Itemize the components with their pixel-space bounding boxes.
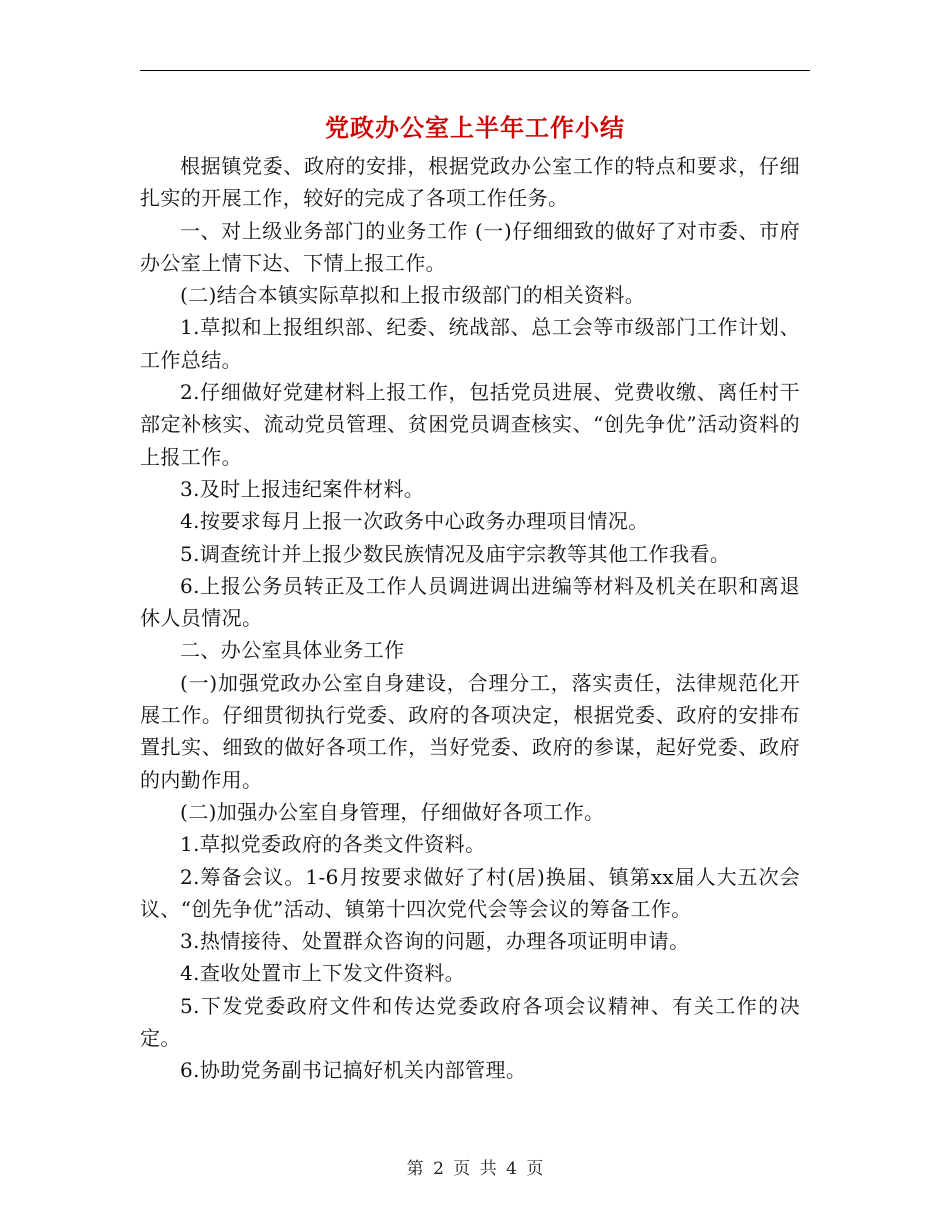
- paragraph: (二)加强办公室自身管理，仔细做好各项工作。: [180, 799, 605, 824]
- document-title: 党政办公室上半年工作小结: [325, 113, 625, 142]
- paragraph: 5.下发党委政府文件和传达党委政府各项会议精神、有关工作的决定。: [140, 993, 800, 1051]
- paragraph: (一)加强党政办公室自身建设，合理分工，落实责任，法律规范化开展工作。仔细贯彻执行党委、政府的各项决定，根据党委、政府的安排布置扎实、细致的做好各项工作，当好党委、政府的参谋，起好党委、政府的内勤作用。: [140, 670, 800, 792]
- paragraph: 4.查收处置市上下发文件资料。: [180, 961, 466, 986]
- paragraph: 一、对上级业务部门的业务工作 (一)仔细细致的做好了对市委、市府办公室上情下达、下情上报工作。: [140, 218, 800, 275]
- paragraph: (二)结合本镇实际草拟和上报市级部门的相关资料。: [180, 283, 646, 308]
- paragraph: 6.上报公务员转正及工作人员调进调出进编等材料及机关在职和离退休人员情况。: [140, 573, 800, 631]
- section-heading: 二、办公室具体业务工作: [180, 638, 405, 663]
- paragraph: 3.热情接待、处置群众咨询的问题，办理各项证明申请。: [180, 929, 690, 954]
- paragraph: 6.协助党务副书记搞好机关内部管理。: [180, 1058, 527, 1083]
- document-body: [140, 150, 800, 1087]
- paragraph: 2.筹备会议。1-6月按要求做好了村(居)换届、镇第xx届人大五次会议、“创先争优”活动、镇第十四次党代会等会议的筹备工作。: [140, 864, 800, 921]
- header-rule: [140, 70, 810, 71]
- paragraph: 4.按要求每月上报一次政务中心政务办理项目情况。: [180, 509, 649, 534]
- page-number: 第 2 页 共 4 页: [406, 1159, 544, 1179]
- paragraph: 2.仔细做好党建材料上报工作，包括党员进展、党费收缴、离任村干部定补核实、流动党员管理、贫困党员调查核实、“创先争优”活动资料的上报工作。: [140, 380, 800, 469]
- paragraph: 3.及时上报违纪案件材料。: [180, 476, 425, 501]
- paragraph: 1.草拟和上报组织部、纪委、统战部、总工会等市级部门工作计划、工作总结。: [140, 315, 800, 372]
- paragraph: 5.调查统计并上报少数民族情况及庙宇宗教等其他工作我看。: [180, 541, 731, 566]
- paragraph: 1.草拟党委政府的各类文件资料。: [180, 832, 486, 857]
- paragraph: 根据镇党委、政府的安排，根据党政办公室工作的特点和要求，仔细扎实的开展工作，较好的完成了各项工作任务。: [140, 154, 800, 211]
